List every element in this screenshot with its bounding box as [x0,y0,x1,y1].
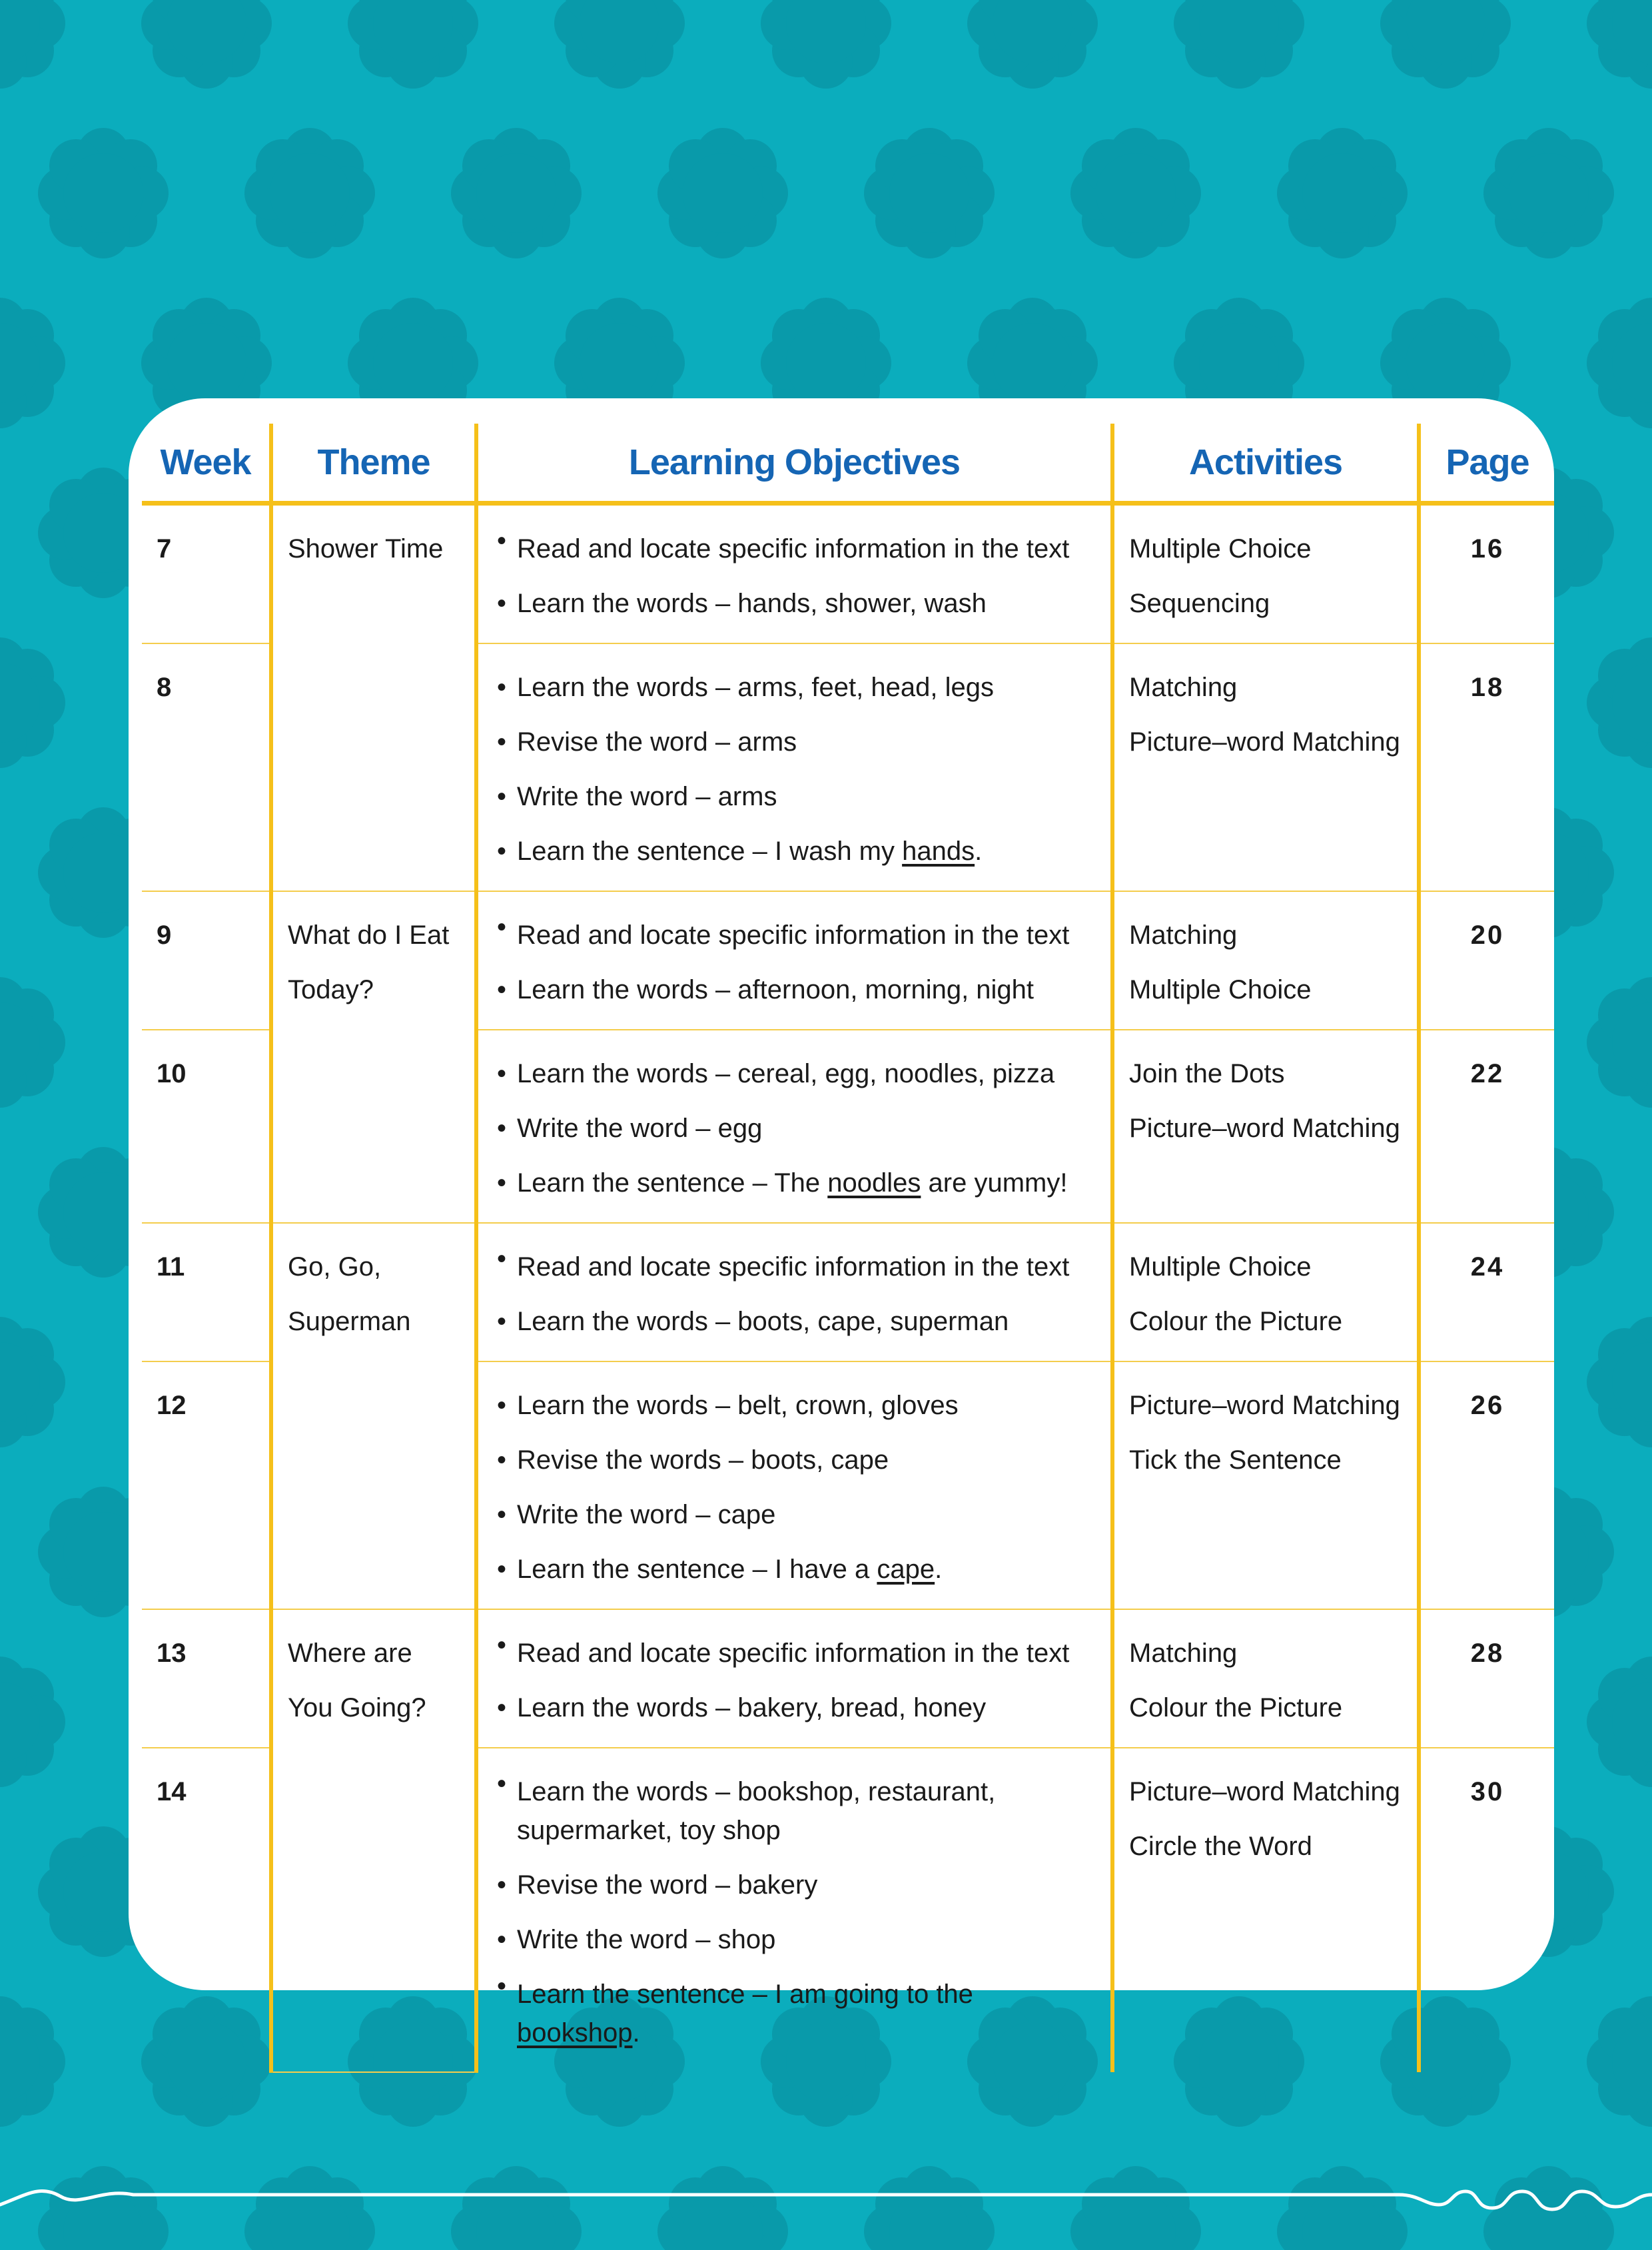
objective-text: Revise the word – arms [517,727,797,757]
objective-text: Learn the words – arms, feet, head, legs [517,673,994,702]
flower-shape [141,0,272,89]
objective-item [493,1764,1096,1858]
wavy-line-decoration [0,2168,1652,2228]
flower-shape [1277,128,1408,258]
activities-cell [1112,643,1419,891]
flower-shape [0,1657,65,1787]
objectives-list [493,1240,1096,1349]
objective-item [493,1433,1096,1487]
objective-item [493,962,1096,1017]
objective-text: Read and locate specific information in the text [517,921,1070,950]
activity-item: Multiple Choice [1129,1252,1312,1282]
flower-shape [1174,0,1304,89]
objective-item [493,824,1096,879]
header-week: Week [142,424,271,504]
flower-shape [0,298,65,428]
objective-item [493,1294,1096,1349]
objective-text: . [975,837,983,866]
flower-shape [554,0,685,89]
objective-text: Write the word – shop [517,1925,776,1954]
flower-shape [38,128,169,258]
objective-item [493,1378,1096,1433]
underlined-keyword: cape [877,1555,935,1584]
objective-item [493,1858,1096,1912]
page-number: 20 [1419,891,1554,1030]
objective-text: are yummy! [921,1168,1068,1198]
flower-shape [1070,128,1201,258]
flower-shape [657,128,788,258]
flower-shape [1587,977,1652,1108]
objective-item [493,1487,1096,1542]
objective-item [493,1626,1096,1681]
week-number: 14 [142,1748,271,2072]
table-row [142,504,1554,644]
objective-text: Read and locate specific information in the text [517,1252,1070,1282]
objective-text: Learn the sentence – The [517,1168,828,1198]
objective-item [493,908,1096,962]
underlined-keyword: hands [902,837,975,866]
objectives-cell [476,643,1112,891]
page-number: 28 [1419,1609,1554,1748]
flower-shape [1587,637,1652,768]
objectives-list [493,1764,1096,2060]
flower-shape [1587,1996,1652,2127]
objective-text: . [935,1555,943,1584]
activities-cell [1112,891,1419,1030]
week-number: 7 [142,504,271,644]
objectives-cell [476,1030,1112,1223]
objectives-cell [476,1361,1112,1609]
objective-text: Learn the words – bookshop, restaurant, supermarket, toy shop [517,1777,996,1845]
objective-text: Learn the words – cereal, egg, noodles, pizza [517,1059,1055,1088]
schedule-card [129,398,1554,2048]
underlined-keyword: bookshop [517,2018,633,2048]
flower-shape [967,0,1098,89]
schedule-table [142,424,1554,2073]
page-number: 16 [1419,504,1554,644]
activity-item: Join the Dots [1129,1059,1285,1088]
activity-item: Sequencing [1129,589,1270,618]
table-row [142,891,1554,1030]
header-page: Page [1419,424,1554,504]
objectives-cell [476,1609,1112,1748]
objectives-list [493,522,1096,631]
week-number: 11 [142,1223,271,1361]
flower-shape [348,0,478,89]
objective-item [493,1046,1096,1101]
objectives-cell [476,1748,1112,2072]
activity-item: Matching [1129,921,1238,950]
flower-shape [864,128,995,258]
activities-cell [1112,1223,1419,1361]
objectives-cell [476,1223,1112,1361]
activity-item: Picture–word Matching [1129,1114,1400,1143]
objective-text: Learn the sentence – I am going to the [517,1980,973,2009]
activities-cell [1112,504,1419,644]
objective-text: Learn the words – afternoon, morning, night [517,975,1034,1004]
activity-item: Circle the Word [1129,1832,1312,1861]
objectives-list [493,908,1096,1017]
flower-shape [1380,0,1511,89]
objective-item [493,1156,1096,1210]
week-number: 8 [142,643,271,891]
page-number: 22 [1419,1030,1554,1223]
activity-item: Colour the Picture [1129,1307,1343,1336]
page-number: 24 [1419,1223,1554,1361]
flower-shape [1587,1317,1652,1447]
activity-item: Colour the Picture [1129,1693,1343,1722]
objective-item [493,1681,1096,1735]
objective-item [493,576,1096,631]
objective-text: Revise the words – boots, cape [517,1445,889,1475]
flower-shape [0,0,65,89]
activities-cell [1112,1609,1419,1748]
header-activities: Activities [1112,424,1419,504]
objective-item [493,522,1096,576]
flower-shape [244,128,375,258]
flower-shape [0,1996,65,2127]
page-number: 18 [1419,643,1554,891]
activity-item: Matching [1129,1639,1238,1668]
week-number: 9 [142,891,271,1030]
objective-item [493,1912,1096,1967]
activity-item: Picture–word Matching [1129,1391,1400,1420]
activity-item: Matching [1129,673,1238,702]
header-row [142,424,1554,504]
theme-cell: Shower Time [271,504,476,892]
objectives-list [493,1626,1096,1735]
table-row [142,1609,1554,1748]
activities-cell [1112,1361,1419,1609]
flower-shape [1587,298,1652,428]
objectives-list [493,1046,1096,1210]
header-learning-objectives: Learning Objectives [476,424,1112,504]
objective-text: Learn the sentence – I wash my [517,837,903,866]
objective-item [493,1101,1096,1156]
activities-cell [1112,1030,1419,1223]
header-theme: Theme [271,424,476,504]
objective-item [493,1240,1096,1294]
objectives-list [493,660,1096,879]
week-number: 12 [142,1361,271,1609]
flower-shape [0,977,65,1108]
objective-item [493,1542,1096,1597]
objective-text: Read and locate specific information in the text [517,1639,1070,1668]
objective-text: Read and locate specific information in the text [517,534,1070,563]
flower-shape [761,0,891,89]
activity-item: Multiple Choice [1129,975,1312,1004]
theme-cell: Where are You Going? [271,1609,476,2072]
objective-text: Learn the sentence – I have a [517,1555,877,1584]
theme-cell: What do I Eat Today? [271,891,476,1223]
objective-text: . [632,2018,640,2048]
page-number: 26 [1419,1361,1554,1609]
objective-item [493,660,1096,715]
week-number: 10 [142,1030,271,1223]
week-number: 13 [142,1609,271,1748]
objective-item [493,769,1096,824]
table-row [142,1223,1554,1361]
theme-cell: Go, Go, Superman [271,1223,476,1609]
activity-item: Tick the Sentence [1129,1445,1342,1475]
flower-shape [1587,0,1652,89]
objective-text: Learn the words – bakery, bread, honey [517,1693,987,1722]
flower-shape [451,128,582,258]
objective-text: Revise the word – bakery [517,1870,818,1900]
objective-text: Write the word – cape [517,1500,776,1529]
flower-shape [0,637,65,768]
flower-shape [1483,128,1614,258]
activities-cell [1112,1748,1419,2072]
objectives-list [493,1378,1096,1597]
activity-item: Picture–word Matching [1129,1777,1400,1806]
objective-text: Write the word – egg [517,1114,763,1143]
objective-text: Learn the words – hands, shower, wash [517,589,987,618]
objective-text: Learn the words – boots, cape, superman [517,1307,1009,1336]
objective-text: Learn the words – belt, crown, gloves [517,1391,959,1420]
objectives-cell [476,891,1112,1030]
flower-shape [0,1317,65,1447]
activity-item: Multiple Choice [1129,534,1312,563]
objectives-cell [476,504,1112,644]
objective-text: Write the word – arms [517,782,777,811]
objective-item [493,1967,1096,2060]
underlined-keyword: noodles [827,1168,921,1198]
page-number: 30 [1470,1777,1505,1806]
objective-item [493,715,1096,769]
flower-shape [1587,1657,1652,1787]
activity-item: Picture–word Matching [1129,727,1400,757]
